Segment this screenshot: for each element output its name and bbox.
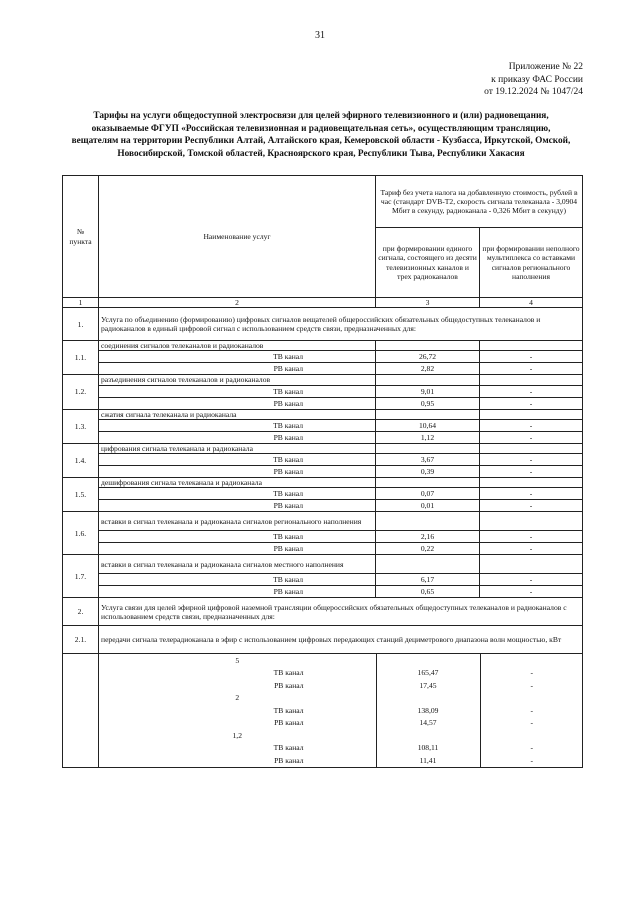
- col-number: 1: [63, 298, 99, 308]
- item-num: 1.7.: [63, 555, 99, 598]
- document-title: [62, 110, 580, 160]
- power-value: 2: [99, 692, 376, 705]
- rv-channel-label: РВ канал: [99, 431, 376, 443]
- item-name: вставки в сигнал телеканала и радиоканала сигналов регионального наполнения: [99, 512, 376, 531]
- empty-cell: [63, 654, 99, 768]
- empty-cell: [376, 555, 480, 574]
- rv-tariff-col3: 0,95: [376, 397, 480, 409]
- rv-channel-label: РВ канал: [99, 754, 376, 767]
- rv-tariff-col4: -: [480, 543, 583, 555]
- annex-line: к приказу ФАС России: [491, 74, 583, 85]
- header-tariff: Тариф без учета налога на добавленную стоимость, рублей в час (стандарт DVB-T2, скорость сигнала телеканала - 3,0904 Мбит в секунду, радиоканала - 0,326 Мбит в секунду): [376, 176, 583, 228]
- tariff-table: [62, 175, 583, 768]
- tv-channel-label: ТВ канал: [99, 531, 376, 543]
- empty-cell: [480, 555, 583, 574]
- rv-tariff-col3: 0,01: [376, 500, 480, 512]
- tv-channel-label: ТВ канал: [99, 667, 376, 680]
- tv-tariff-col3: 2,16: [376, 531, 480, 543]
- header-col4: при формировании неполного мультиплекса со вставками сигналов регионального наполнения: [480, 228, 583, 298]
- empty-cell: [480, 654, 583, 667]
- annex-line: от 19.12.2024 № 1047/24: [484, 87, 583, 97]
- empty-cell: [480, 375, 583, 385]
- item-num: 1.2.: [63, 375, 99, 409]
- tv-tariff-col4: -: [480, 385, 583, 397]
- rv-tariff-col4: -: [480, 431, 583, 443]
- section-name: Услуга связи для целей эфирной цифровой наземной трансляции общероссийских обязательных общедоступных телеканалов и радиоканалов с использованием средств связи, предназначенных для:: [99, 598, 583, 626]
- tv-tariff-col4: -: [480, 419, 583, 431]
- rv-channel-label: РВ канал: [99, 679, 376, 692]
- rv-tariff-col4: -: [480, 466, 583, 478]
- item-name: сжатия сигнала телеканала и радиоканала: [99, 409, 376, 419]
- empty-cell: [376, 443, 480, 453]
- annex-line: Приложение № 22: [508, 62, 583, 72]
- rv-tariff-col4: -: [530, 755, 534, 765]
- tv-channel-label: ТВ канал: [99, 704, 376, 717]
- title-line: Тарифы на услуги общедоступной электросвязи для целей эфирного телевизионного и (или) радиовещания,: [93, 111, 549, 121]
- title-line: Новосибирской, Томской областей, Красноярского края, Республики Тыва, Республики Хакасия: [117, 148, 525, 159]
- rv-tariff-col4: -: [480, 586, 583, 598]
- item-num: 1.6.: [63, 512, 99, 555]
- rv-tariff-col3: 0,22: [376, 543, 480, 555]
- item-name: дешифрования сигнала телеканала и радиоканала: [99, 478, 376, 488]
- rv-tariff-col4: -: [530, 680, 534, 690]
- empty-cell: [480, 409, 583, 419]
- rv-channel-label: РВ канал: [99, 500, 376, 512]
- rv-channel-label: РВ канал: [99, 586, 376, 598]
- tv-channel-label: ТВ канал: [99, 385, 376, 397]
- item-num: 2.1.: [63, 626, 99, 654]
- section-num: 2.: [63, 598, 99, 626]
- tv-tariff-col4: -: [530, 705, 534, 715]
- tv-channel-label: ТВ канал: [99, 742, 376, 755]
- power-value: 1,2: [99, 729, 376, 742]
- rv-tariff-col3: 0,65: [376, 586, 480, 598]
- tv-tariff-col4: -: [530, 743, 534, 753]
- tv-tariff-col3: 6,17: [376, 574, 480, 586]
- empty-cell: [376, 409, 480, 419]
- title-line: оказываемые ФГУП «Российская телевизионная и радиовещательная сеть», осуществляющим трансляцию,: [91, 123, 551, 134]
- tv-tariff-col3: 3,67: [376, 454, 480, 466]
- tv-channel-label: ТВ канал: [99, 351, 376, 363]
- tv-tariff-col3: 108,11: [376, 742, 480, 755]
- rv-tariff-col4: -: [530, 718, 534, 728]
- col-number: 2: [99, 298, 376, 308]
- col-number: 3: [376, 298, 480, 308]
- tv-tariff-col4: -: [480, 454, 583, 466]
- section-name: Услуга по объединению (формированию) цифровых сигналов вещателей общероссийских обязательных общедоступных телеканалов и радиоканалов в единый цифровой сигнал с использованием средств связи, предназначенных для:: [99, 308, 583, 341]
- empty-cell: [480, 341, 583, 351]
- item-num: 1.5.: [63, 478, 99, 512]
- rv-tariff-col3: 1,12: [376, 431, 480, 443]
- tv-channel-label: ТВ канал: [99, 419, 376, 431]
- empty-cell: [376, 375, 480, 385]
- empty-cell: [376, 341, 480, 351]
- empty-cell: [480, 443, 583, 453]
- empty-cell: [480, 478, 583, 488]
- item-name: цифрования сигнала телеканала и радиоканала: [99, 443, 376, 453]
- tv-tariff-col3: 0,07: [376, 488, 480, 500]
- tv-tariff-col3: 9,01: [376, 385, 480, 397]
- rv-channel-label: РВ канал: [99, 363, 376, 375]
- rv-tariff-col4: -: [480, 397, 583, 409]
- tv-tariff-col4: -: [480, 351, 583, 363]
- tv-tariff-col3: 10,64: [376, 419, 480, 431]
- rv-tariff-col3: 0,39: [376, 466, 480, 478]
- power-subtable: [99, 654, 583, 767]
- rv-tariff-col3: 2,82: [376, 363, 480, 375]
- header-col3: при формировании единого сигнала, состоящего из десяти телевизионных каналов и трех радиоканалов: [376, 228, 480, 298]
- empty-cell: [376, 478, 480, 488]
- empty-cell: [376, 512, 480, 531]
- tv-tariff-col3: 165,47: [376, 667, 480, 680]
- tv-tariff-col3: 26,72: [376, 351, 480, 363]
- tv-tariff-col4: -: [530, 668, 534, 678]
- rv-tariff-col3: 14,57: [376, 717, 480, 730]
- tv-channel-label: ТВ канал: [99, 454, 376, 466]
- section-num: 1.: [63, 308, 99, 341]
- rv-tariff-col4: -: [480, 363, 583, 375]
- title-line: вещателям на территории Республики Алтай, Алтайского края, Кемеровской области - Кузбасса, Иркутской, Омской,: [71, 136, 571, 147]
- item-num: 1.4.: [63, 443, 99, 477]
- rv-channel-label: РВ канал: [99, 466, 376, 478]
- page-number: 31: [315, 30, 325, 41]
- rv-tariff-col3: 17,45: [376, 679, 480, 692]
- rv-tariff-col4: -: [480, 500, 583, 512]
- empty-cell: [376, 654, 480, 667]
- empty-cell: [376, 729, 480, 742]
- item-num: 1.1.: [63, 341, 99, 375]
- item-name: соединения сигналов телеканалов и радиоканалов: [99, 341, 376, 351]
- tv-tariff-col4: -: [480, 488, 583, 500]
- item-name: разъединения сигналов телеканалов и радиоканалов: [99, 375, 376, 385]
- rv-channel-label: РВ канал: [99, 397, 376, 409]
- rv-tariff-col3: 11,41: [376, 754, 480, 767]
- col-number: 4: [480, 298, 583, 308]
- item-name: передачи сигнала телерадиоканала в эфир с использованием цифровых передающих станций дециметрового диапазона волн мощностью, кВт: [99, 626, 583, 654]
- tv-channel-label: ТВ канал: [99, 574, 376, 586]
- power-group-cell: [99, 654, 583, 768]
- tv-tariff-col4: -: [480, 574, 583, 586]
- power-value: 5: [99, 654, 376, 667]
- empty-cell: [480, 692, 583, 705]
- item-num: 1.3.: [63, 409, 99, 443]
- rv-channel-label: РВ канал: [99, 717, 376, 730]
- tv-tariff-col3: 138,09: [376, 704, 480, 717]
- empty-cell: [480, 729, 583, 742]
- header-num: № пункта: [63, 176, 99, 298]
- empty-cell: [480, 512, 583, 531]
- header-name: Наименование услуг: [99, 176, 376, 298]
- tv-tariff-col4: -: [480, 531, 583, 543]
- annex-reference: [484, 61, 583, 99]
- tv-channel-label: ТВ канал: [99, 488, 376, 500]
- rv-channel-label: РВ канал: [99, 543, 376, 555]
- empty-cell: [376, 692, 480, 705]
- item-name: вставки в сигнал телеканала и радиоканала сигналов местного наполнения: [99, 555, 376, 574]
